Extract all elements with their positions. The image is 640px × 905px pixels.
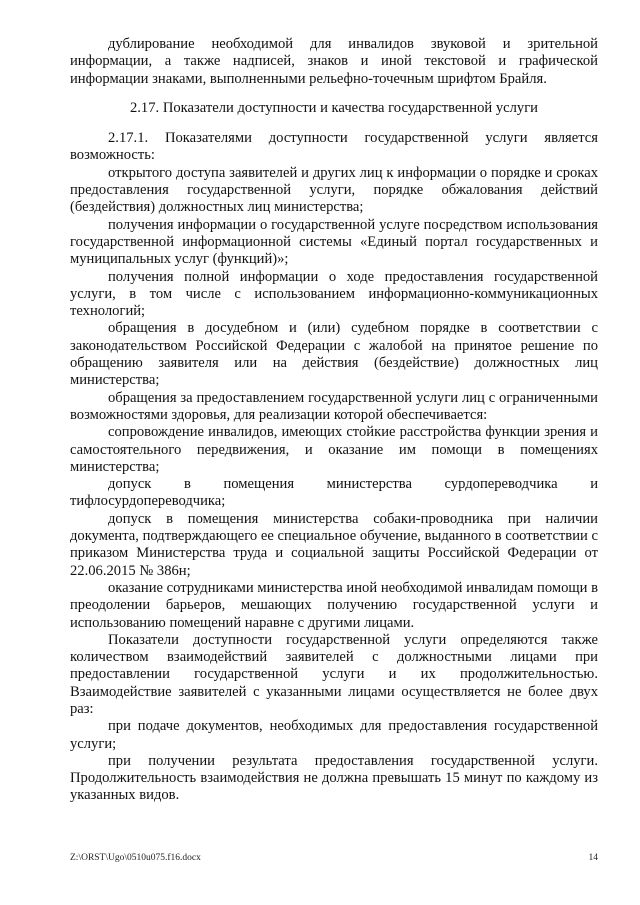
page-number: 14: [588, 853, 598, 863]
paragraph: дублирование необходимой для инвалидов звуковой и зрительной информации, а также надписей, знаков и иной текстовой и графической информации знаками, выполненными рельефно-точечным шрифтом Брайля.: [70, 36, 598, 87]
paragraph: обращения в досудебном и (или) судебном порядке в соответствии с законодательством Российской Федерации с жалобой на принятое решение по обращению заявителя или на действия (бездействие) должностных лиц министерства;: [70, 320, 598, 389]
paragraph: открытого доступа заявителей и других лиц к информации о порядке и сроках предоставления государственной услуги, порядке обжалования действий (бездействия) должностных лиц министерства;: [70, 164, 598, 216]
paragraph: 2.17.1. Показателями доступности государственной услуги является возможность:: [70, 130, 598, 164]
paragraph: допуск в помещения министерства сурдопереводчика и тифлосурдопереводчика;: [70, 476, 598, 510]
section-heading: 2.17. Показатели доступности и качества государственной услуги: [129, 99, 538, 116]
document-page: [70, 36, 598, 805]
paragraph: получения полной информации о ходе предоставления государственной услуги, в том числе с использованием информационно-коммуникационных технологий;: [70, 268, 598, 320]
paragraph: оказание сотрудниками министерства иной необходимой инвалидам помощи в преодолении барьеров, мешающих получению государственной услуги и использованию помещений наравне с другими лицами.: [70, 579, 598, 631]
paragraph: обращения за предоставлением государственной услуги лиц с ограниченными возможностями здоровья, для реализации которой обеспечивается:: [70, 389, 598, 423]
file-path: Z:\ORST\Ugo\0510u075.f16.docx: [70, 853, 201, 863]
paragraph: допуск в помещения министерства собаки-проводника при наличии документа, подтверждающего ее специальное обучение, выданного в соответствии с приказом Министерства труда и социальной защиты Российской Федерации от 22.06.2015 № 386н;: [70, 510, 598, 579]
paragraph: Показатели доступности государственной услуги определяются также количеством взаимодействий заявителей с должностными лицами при предоставлении государственной услуги и их продолжительностью. Взаимодействие заявителей с указанными лицами осуществляется не более двух раз:: [70, 631, 598, 717]
paragraph: получения информации о государственной услуге посредством использования государственной информационной системы «Единый портал государственных и муниципальных услуг (функций)»;: [70, 216, 598, 268]
paragraph: при получении результата предоставления государственной услуги. Продолжительность взаимодействия не должна превышать 15 минут по каждому из указанных видов.: [70, 752, 598, 804]
paragraph: при подаче документов, необходимых для предоставления государственной услуги;: [70, 718, 598, 752]
paragraph: сопровождение инвалидов, имеющих стойкие расстройства функции зрения и самостоятельного передвижения, и оказание им помощи в помещениях министерства;: [70, 424, 598, 475]
